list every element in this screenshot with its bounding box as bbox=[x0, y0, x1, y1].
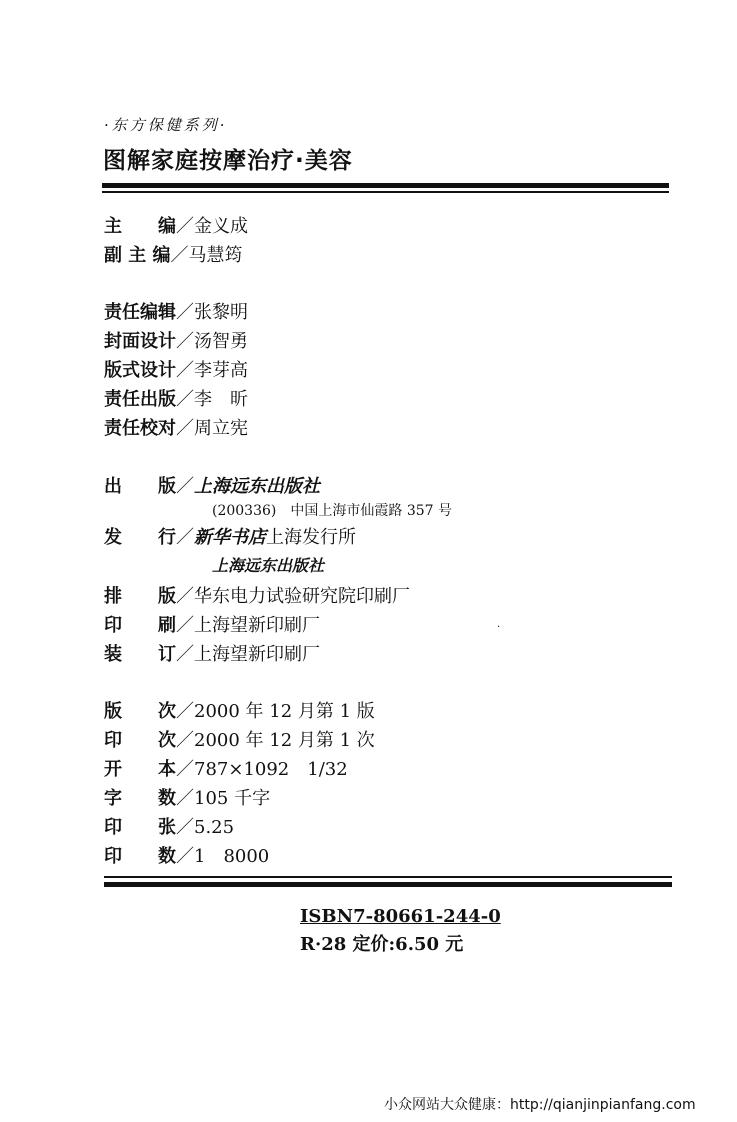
separator: ／ bbox=[176, 302, 194, 323]
top-rule-thin bbox=[102, 191, 669, 193]
editor-value: 金义成 bbox=[194, 216, 248, 237]
typeset-label: 排 版 bbox=[104, 586, 176, 607]
spec-row bbox=[104, 784, 270, 810]
spec-value: 5.25 bbox=[194, 817, 235, 838]
binding-row bbox=[104, 640, 320, 666]
publisher-value: 上海远东出版社 bbox=[194, 476, 320, 497]
distributor-label: 发 行 bbox=[104, 527, 176, 548]
staff-value: 张黎明 bbox=[194, 302, 248, 323]
spec-row bbox=[104, 842, 269, 868]
spec-label: 字 数 bbox=[104, 788, 176, 809]
separator: ／ bbox=[176, 527, 194, 548]
binding-label: 装 订 bbox=[104, 644, 176, 665]
publisher-row bbox=[104, 472, 320, 498]
staff-row bbox=[104, 385, 248, 411]
separator: ／ bbox=[176, 615, 194, 636]
staff-row bbox=[104, 327, 248, 353]
separator: ／ bbox=[176, 331, 194, 352]
staff-value: 周立宪 bbox=[194, 418, 248, 439]
separator: ／ bbox=[176, 418, 194, 439]
deputy-editor-label: 副 主 编 bbox=[104, 245, 171, 266]
separator: ／ bbox=[176, 216, 194, 237]
separator: ／ bbox=[176, 730, 194, 751]
spec-label: 印 次 bbox=[104, 730, 176, 751]
deputy-editor-value: 马慧筠 bbox=[188, 245, 243, 266]
deputy-editor-row bbox=[104, 241, 243, 267]
spec-row bbox=[104, 726, 375, 752]
spec-label: 印 数 bbox=[104, 846, 176, 867]
separator: ／ bbox=[176, 389, 194, 410]
distributor-value: 上海发行所 bbox=[266, 527, 356, 548]
spec-row bbox=[104, 813, 234, 839]
staff-value: 李芽高 bbox=[194, 360, 248, 381]
staff-row bbox=[104, 356, 248, 382]
footer-link[interactable]: 小众网站大众健康：http://qianjinpianfang.com bbox=[384, 1097, 696, 1113]
separator: ／ bbox=[176, 644, 194, 665]
spec-value: 2000 年 12 月第 1 版 bbox=[194, 701, 375, 722]
editor-label: 主 编 bbox=[104, 216, 176, 237]
separator: ／ bbox=[176, 817, 194, 838]
print-value: 上海望新印刷厂 bbox=[194, 615, 320, 636]
separator: ／ bbox=[176, 788, 194, 809]
series-name: ·东方保健系列· bbox=[104, 116, 228, 134]
distributor-row bbox=[104, 523, 356, 549]
staff-row bbox=[104, 414, 248, 440]
isbn-number: ISBN7-80661-244-0 bbox=[300, 906, 501, 927]
spec-label: 开 本 bbox=[104, 759, 176, 780]
staff-label: 版式设计 bbox=[104, 360, 176, 381]
distributor-secondary: 上海远东出版社 bbox=[212, 556, 325, 575]
separator: ／ bbox=[176, 846, 194, 867]
staff-value: 李 昕 bbox=[194, 389, 248, 410]
spec-row bbox=[104, 755, 348, 781]
spec-value: 105 千字 bbox=[194, 788, 271, 809]
print-row bbox=[104, 611, 320, 637]
stray-mark: · bbox=[497, 622, 501, 633]
typeset-row bbox=[104, 582, 410, 608]
spec-value: 1 8000 bbox=[194, 846, 270, 867]
bottom-rule-thick bbox=[104, 882, 672, 887]
spec-value: 2000 年 12 月第 1 次 bbox=[194, 730, 375, 751]
price-line: R·28 定价:6.50 元 bbox=[300, 934, 464, 955]
separator: ／ bbox=[176, 476, 194, 497]
staff-label: 封面设计 bbox=[104, 331, 176, 352]
publisher-address: (200336) 中国上海市仙霞路 357 号 bbox=[212, 503, 452, 519]
publisher-label: 出 版 bbox=[104, 476, 176, 497]
binding-value: 上海望新印刷厂 bbox=[194, 644, 320, 665]
bookstore-name: 新华书店 bbox=[194, 527, 266, 548]
separator: ／ bbox=[170, 245, 189, 266]
top-rule-thick bbox=[102, 183, 669, 188]
bottom-rule-thin bbox=[104, 876, 672, 878]
separator: ／ bbox=[176, 360, 194, 381]
staff-row bbox=[104, 298, 248, 324]
spec-value: 787×1092 1/32 bbox=[194, 759, 348, 780]
staff-label: 责任编辑 bbox=[104, 302, 176, 323]
separator: ／ bbox=[176, 586, 194, 607]
spec-label: 版 次 bbox=[104, 701, 176, 722]
separator: ／ bbox=[176, 759, 194, 780]
book-title: 图解家庭按摩治疗·美容 bbox=[103, 148, 353, 174]
typeset-value: 华东电力试验研究院印刷厂 bbox=[194, 586, 410, 607]
print-label: 印 刷 bbox=[104, 615, 176, 636]
spec-row bbox=[104, 697, 375, 723]
staff-label: 责任校对 bbox=[104, 418, 176, 439]
editor-row bbox=[104, 212, 248, 238]
separator: ／ bbox=[176, 701, 194, 722]
spec-label: 印 张 bbox=[104, 817, 176, 838]
staff-value: 汤智勇 bbox=[194, 331, 248, 352]
staff-label: 责任出版 bbox=[104, 389, 176, 410]
